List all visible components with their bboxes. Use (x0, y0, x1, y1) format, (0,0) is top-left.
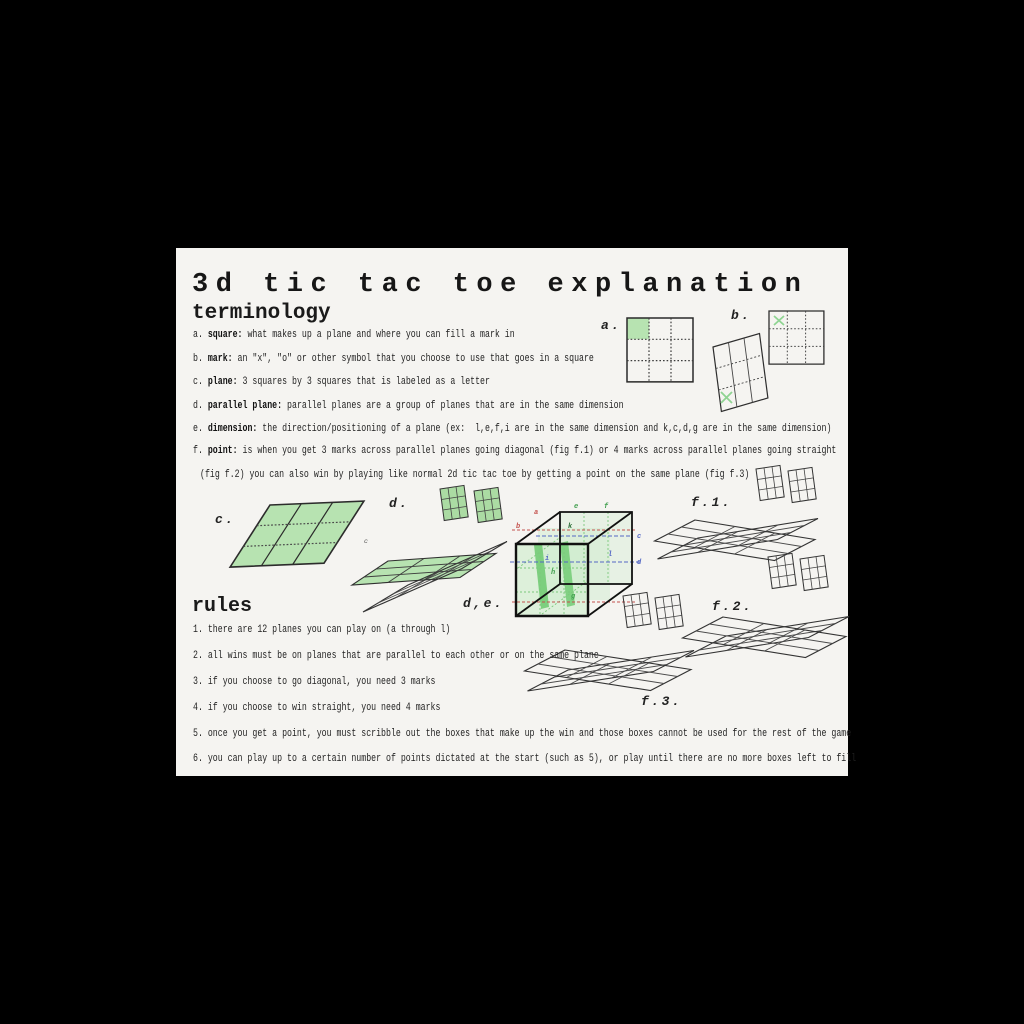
cube-label-d: d (637, 559, 642, 567)
figure-f1-label: f.1. (691, 495, 733, 510)
rules-heading: rules (192, 595, 253, 618)
cube-label-k: k (568, 523, 573, 531)
x-mark-icon (774, 316, 784, 325)
cube-label-g: g (571, 593, 576, 601)
terminology-item-d: d. parallel plane: parallel planes are a group of planes that are in the same dimension (193, 400, 624, 412)
cube-label-i: i (545, 555, 550, 563)
cube-label-a: a (534, 509, 539, 517)
figure-f3-label: f.3. (641, 694, 683, 709)
explanation-card (176, 248, 857, 776)
terminology-item-b: b. mark: an "x", "o" or other symbol that you choose to use that goes in a square (193, 353, 594, 365)
figure-c-label: c. (215, 512, 236, 527)
figure-pair-right (765, 549, 831, 603)
figure-a-label: a. (601, 318, 622, 333)
x-mark-icon (721, 392, 732, 403)
figure-d-grid-pair (437, 481, 509, 533)
figure-b-upright-grid (767, 309, 827, 369)
figure-b-label: b. (731, 308, 752, 323)
terminology-item-f-continuation: (fig f.2) you can also win by playing like normal 2d tic tac toe by getting a point on the same plane (fig f.3) (200, 469, 750, 481)
figure-f1-grid-pair (753, 461, 817, 515)
terminology-heading: terminology (192, 302, 331, 325)
figure-d-label: d. (389, 496, 410, 511)
terminology-item-a: a. square: what makes up a plane and where you can fill a mark in (193, 329, 515, 341)
cube-label-f: f (604, 503, 609, 511)
terminology-item-f: f. point: is when you get 3 marks across parallel planes going diagonal (fig f.1) or 4 marks across parallel planes going straight (193, 445, 837, 457)
rule-item-2: 2. all wins must be on planes that are parallel to each other or on the same plane (193, 650, 599, 662)
figure-c-corner-letter: c (364, 538, 368, 545)
figure-f2-crossed-planes (676, 604, 850, 684)
rule-item-5: 5. once you get a point, you must scribble out the boxes that make up the win and those boxes cannot be used for the rest of the game (193, 728, 852, 740)
cube-label-h: h (551, 569, 556, 577)
page-title: 3d tic tac toe explanation (192, 270, 809, 300)
terminology-item-e: e. dimension: the direction/positioning of a plane (ex: l,e,f,i are in the same dimension and k,c,d,g are in the same dimension) (193, 423, 832, 435)
figure-de-label: d,e. (463, 596, 505, 611)
rule-item-3: 3. if you choose to go diagonal, you need 3 marks (193, 676, 436, 688)
cube-label-e: e (574, 503, 579, 511)
terminology-item-c: c. plane: 3 squares by 3 squares that is labeled as a letter (193, 376, 490, 388)
cube-label-l: l (608, 551, 613, 559)
figure-f2-label: f.2. (712, 599, 754, 614)
cube-label-b: b (516, 523, 521, 531)
cube-label-c: c (637, 533, 642, 541)
rule-item-6: 6. you can play up to a certain number of points dictated at the start (such as 5), or play until there are no more boxes left to fill (193, 753, 857, 765)
figure-b-skewed-grid (709, 331, 775, 433)
rule-item-4: 4. if you choose to win straight, you need 4 marks (193, 702, 441, 714)
rule-item-1: 1. there are 12 planes you can play on (a through l) (193, 624, 451, 636)
figure-a-grid (625, 316, 695, 386)
